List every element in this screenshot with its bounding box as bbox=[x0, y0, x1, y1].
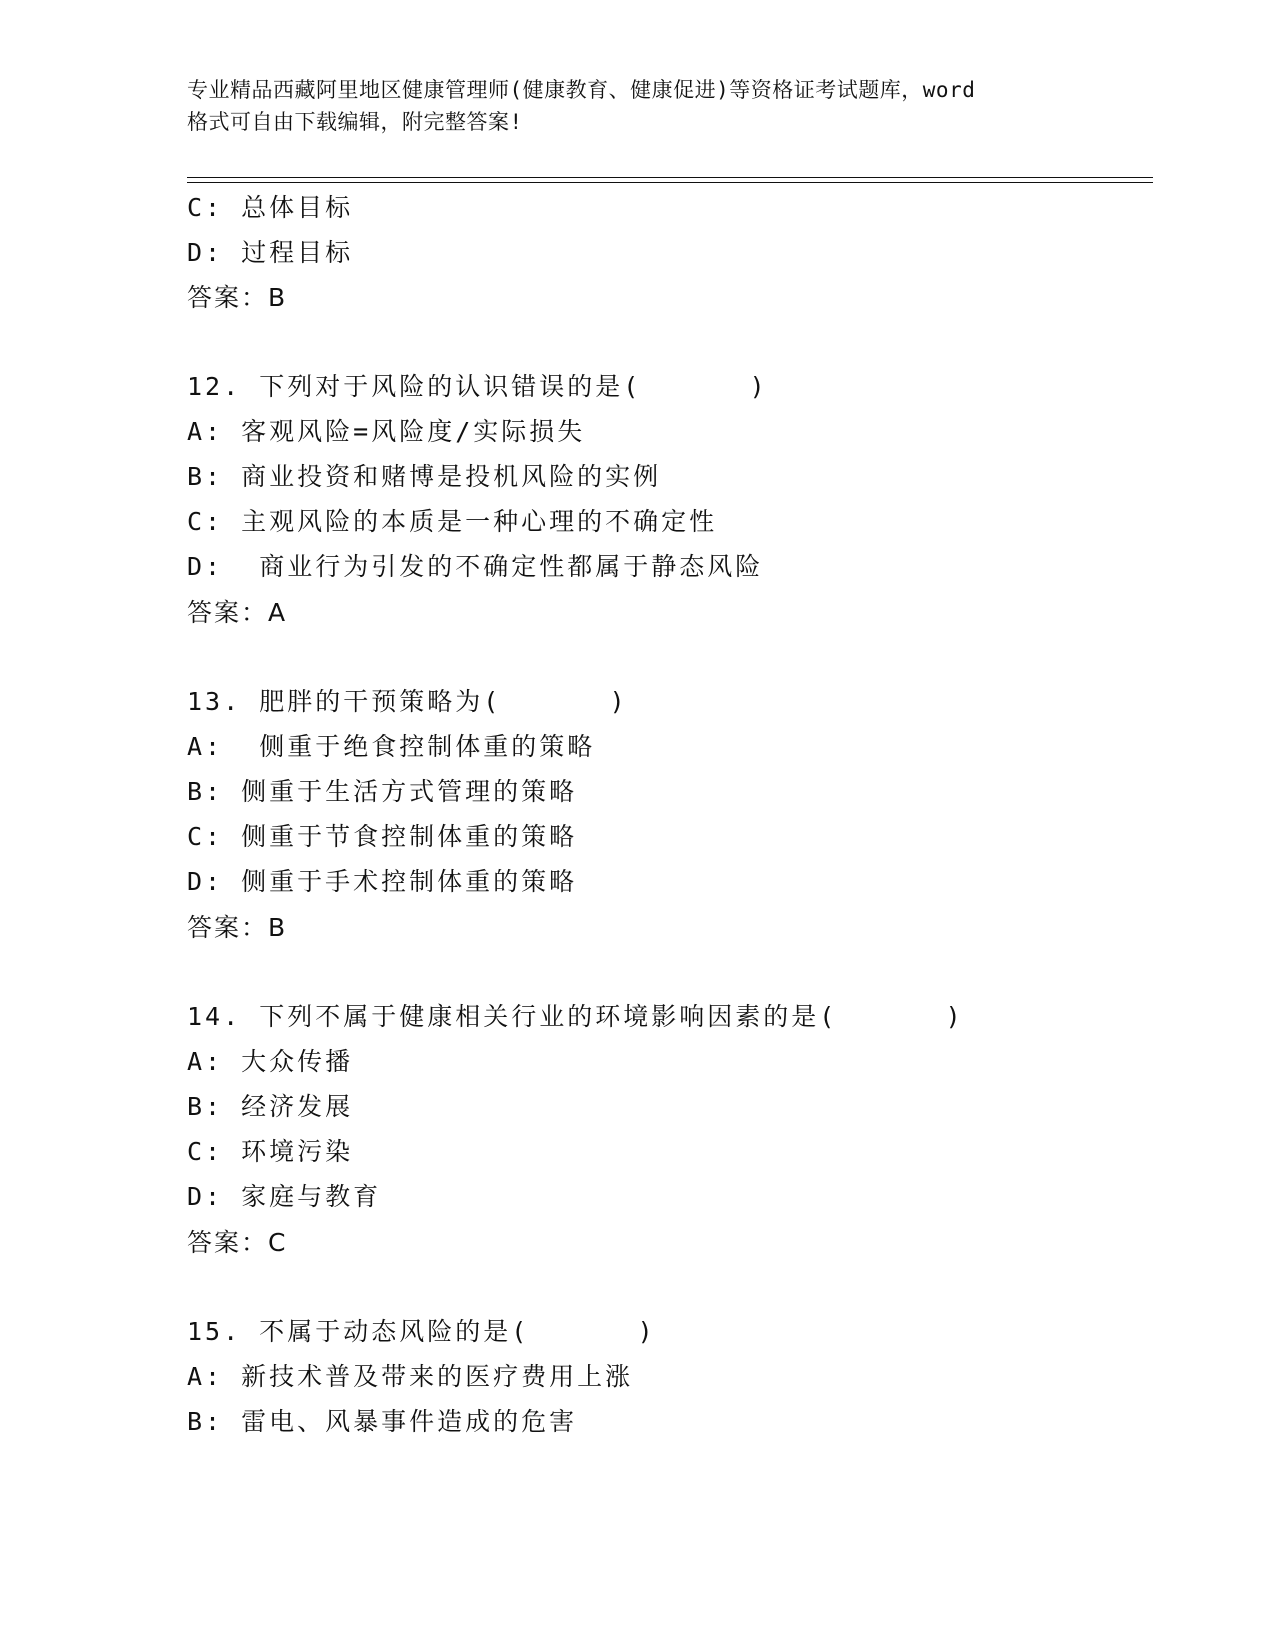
question-stem: 12. 下列对于风险的认识错误的是( ) bbox=[187, 372, 768, 401]
option-b: B: 商业投资和赌博是投机风险的实例 bbox=[187, 462, 662, 491]
answer-line: 答案：B bbox=[187, 283, 288, 312]
option-d: D: 家庭与教育 bbox=[187, 1182, 382, 1211]
option-d: D: 过程目标 bbox=[187, 238, 354, 267]
header-rule-top bbox=[187, 177, 1153, 178]
option-c: C: 侧重于节食控制体重的策略 bbox=[187, 822, 578, 851]
option-c: C: 总体目标 bbox=[187, 193, 354, 222]
answer-line: 答案：C bbox=[187, 1228, 288, 1257]
option-a: A: 侧重于绝食控制体重的策略 bbox=[187, 732, 596, 761]
header-line-1: 专业精品西藏阿里地区健康管理师(健康教育、健康促进)等资格证考试题库，word bbox=[187, 78, 976, 102]
option-b: B: 侧重于生活方式管理的策略 bbox=[187, 777, 578, 806]
option-d: D: 侧重于手术控制体重的策略 bbox=[187, 867, 578, 896]
option-d: D: 商业行为引发的不确定性都属于静态风险 bbox=[187, 552, 764, 581]
option-a: A: 大众传播 bbox=[187, 1047, 354, 1076]
answer-line: 答案：B bbox=[187, 913, 288, 942]
option-b: B: 雷电、风暴事件造成的危害 bbox=[187, 1407, 578, 1436]
option-c: C: 主观风险的本质是一种心理的不确定性 bbox=[187, 507, 718, 536]
option-c: C: 环境污染 bbox=[187, 1137, 354, 1166]
option-b: B: 经济发展 bbox=[187, 1092, 354, 1121]
header-rule-bottom bbox=[187, 182, 1153, 183]
answer-line: 答案：A bbox=[187, 598, 288, 627]
header-line-2: 格式可自由下载编辑，附完整答案! bbox=[187, 110, 523, 134]
question-stem: 14. 下列不属于健康相关行业的环境影响因素的是( ) bbox=[187, 1002, 964, 1031]
question-stem: 13. 肥胖的干预策略为( ) bbox=[187, 687, 628, 716]
page-header bbox=[187, 74, 1087, 138]
question-stem: 15. 不属于动态风险的是( ) bbox=[187, 1317, 656, 1346]
option-a: A: 客观风险=风险度/实际损失 bbox=[187, 417, 586, 446]
option-a: A: 新技术普及带来的医疗费用上涨 bbox=[187, 1362, 634, 1391]
